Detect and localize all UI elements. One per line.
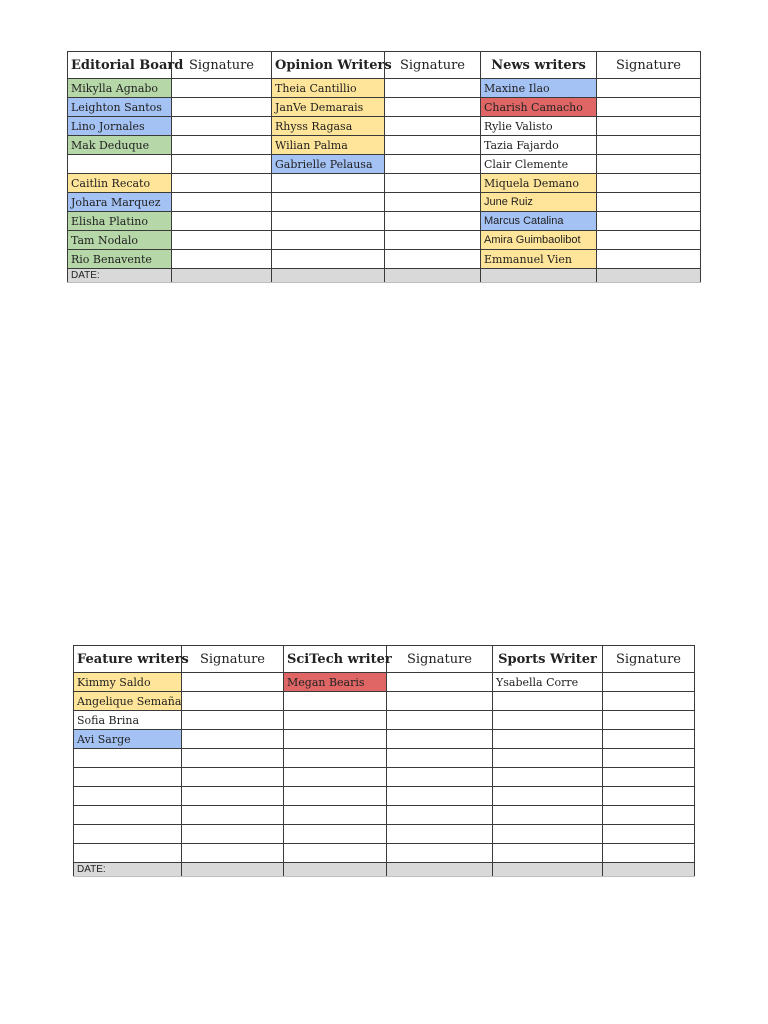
- date-cell[interactable]: [284, 863, 387, 877]
- member-name-cell: Miquela Demano: [481, 174, 597, 193]
- date-cell[interactable]: [182, 863, 284, 877]
- signature-cell[interactable]: [597, 231, 701, 250]
- member-name-cell: [493, 787, 603, 806]
- member-name-cell: [493, 692, 603, 711]
- member-name-cell: Rylie Valisto: [481, 117, 597, 136]
- signature-cell[interactable]: [172, 155, 272, 174]
- signature-cell[interactable]: [385, 136, 481, 155]
- header-row: [74, 646, 695, 673]
- signature-cell[interactable]: [172, 174, 272, 193]
- date-cell[interactable]: [493, 863, 603, 877]
- member-name-cell: [74, 825, 182, 844]
- member-name-cell: JanVe Demarais: [272, 98, 385, 117]
- member-name-cell: [493, 749, 603, 768]
- signature-column-header: Signature: [172, 52, 272, 79]
- date-cell[interactable]: [481, 269, 597, 283]
- signature-cell[interactable]: [597, 174, 701, 193]
- member-name-cell: Ysabella Corre: [493, 673, 603, 692]
- signature-cell[interactable]: [172, 79, 272, 98]
- table-row: [68, 212, 701, 231]
- table-row: [74, 711, 695, 730]
- date-row: [68, 269, 701, 283]
- member-name-cell: [272, 250, 385, 269]
- table-row: [68, 155, 701, 174]
- member-name-cell: [284, 844, 387, 863]
- attendance-table-bottom: [73, 645, 695, 877]
- signature-cell[interactable]: [385, 231, 481, 250]
- member-name-cell: [284, 806, 387, 825]
- table-row: [68, 136, 701, 155]
- table-row: [74, 730, 695, 749]
- member-name-cell: [74, 787, 182, 806]
- table-row: [74, 844, 695, 863]
- signature-cell[interactable]: [385, 212, 481, 231]
- signature-column-header: Signature: [387, 646, 493, 673]
- signature-cell[interactable]: [172, 98, 272, 117]
- signature-cell[interactable]: [182, 768, 284, 787]
- signature-cell[interactable]: [172, 193, 272, 212]
- member-name-cell: [284, 711, 387, 730]
- column-header-scitech-writer: SciTech writer: [284, 646, 387, 673]
- date-cell[interactable]: [172, 269, 272, 283]
- signature-cell[interactable]: [597, 136, 701, 155]
- signature-cell[interactable]: [387, 787, 493, 806]
- member-name-cell: Avi Sarge: [74, 730, 182, 749]
- member-name-cell: [74, 749, 182, 768]
- signature-cell[interactable]: [172, 136, 272, 155]
- signature-cell[interactable]: [387, 673, 493, 692]
- signature-cell[interactable]: [387, 844, 493, 863]
- date-cell[interactable]: [597, 269, 701, 283]
- header-row: [68, 52, 701, 79]
- table-row: [74, 787, 695, 806]
- date-row: [74, 863, 695, 877]
- member-name-cell: Maxine Ilao: [481, 79, 597, 98]
- table-row: [74, 692, 695, 711]
- member-name-cell: [493, 768, 603, 787]
- table-row: [68, 117, 701, 136]
- column-header-sports-writer: Sports Writer: [493, 646, 603, 673]
- member-name-cell: Sofia Brina: [74, 711, 182, 730]
- member-name-cell: [74, 844, 182, 863]
- signature-cell[interactable]: [182, 787, 284, 806]
- member-name-cell: Elisha Platino: [68, 212, 172, 231]
- member-name-cell: Megan Bearis: [284, 673, 387, 692]
- date-label: DATE:: [68, 269, 172, 283]
- signature-cell[interactable]: [597, 193, 701, 212]
- member-name-cell: [493, 730, 603, 749]
- member-name-cell: Lino Jornales: [68, 117, 172, 136]
- signature-cell[interactable]: [172, 212, 272, 231]
- member-name-cell: Tam Nodalo: [68, 231, 172, 250]
- table-row: [74, 768, 695, 787]
- signature-cell[interactable]: [603, 806, 695, 825]
- member-name-cell: Rhyss Ragasa: [272, 117, 385, 136]
- date-cell[interactable]: [603, 863, 695, 877]
- signature-cell[interactable]: [603, 787, 695, 806]
- table-row: [74, 673, 695, 692]
- member-name-cell: Mikylla Agnabo: [68, 79, 172, 98]
- member-name-cell: [68, 155, 172, 174]
- table-row: [68, 250, 701, 269]
- signature-cell[interactable]: [385, 174, 481, 193]
- signature-cell[interactable]: [182, 673, 284, 692]
- signature-cell[interactable]: [603, 730, 695, 749]
- signature-cell[interactable]: [387, 711, 493, 730]
- table-row: [68, 193, 701, 212]
- member-name-cell: Wilian Palma: [272, 136, 385, 155]
- member-name-cell: Theia Cantillio: [272, 79, 385, 98]
- member-name-cell: [272, 193, 385, 212]
- signature-cell[interactable]: [597, 79, 701, 98]
- member-name-cell: [272, 212, 385, 231]
- signature-cell[interactable]: [387, 730, 493, 749]
- table-row: [68, 231, 701, 250]
- member-name-cell: [493, 844, 603, 863]
- signature-cell[interactable]: [172, 250, 272, 269]
- member-name-cell: [74, 768, 182, 787]
- member-name-cell: Charish Camacho: [481, 98, 597, 117]
- table-row: [68, 98, 701, 117]
- signature-cell[interactable]: [603, 825, 695, 844]
- signature-cell[interactable]: [603, 711, 695, 730]
- signature-cell[interactable]: [385, 250, 481, 269]
- member-name-cell: Mak Deduque: [68, 136, 172, 155]
- signature-cell[interactable]: [603, 673, 695, 692]
- signature-column-header: Signature: [603, 646, 695, 673]
- signature-cell[interactable]: [385, 79, 481, 98]
- signature-column-header: Signature: [182, 646, 284, 673]
- member-name-cell: Leighton Santos: [68, 98, 172, 117]
- member-name-cell: [284, 692, 387, 711]
- signature-cell[interactable]: [603, 749, 695, 768]
- signature-cell[interactable]: [603, 768, 695, 787]
- date-cell[interactable]: [387, 863, 493, 877]
- signature-cell[interactable]: [387, 749, 493, 768]
- date-cell[interactable]: [272, 269, 385, 283]
- signature-column-header: Signature: [597, 52, 701, 79]
- signature-cell[interactable]: [385, 98, 481, 117]
- signature-cell[interactable]: [182, 844, 284, 863]
- signature-cell[interactable]: [387, 825, 493, 844]
- signature-cell[interactable]: [597, 212, 701, 231]
- column-header-feature-writers: Feature writers: [74, 646, 182, 673]
- signature-cell[interactable]: [182, 749, 284, 768]
- date-label: DATE:: [74, 863, 182, 877]
- signature-cell[interactable]: [172, 231, 272, 250]
- member-name-cell: June Ruiz: [481, 193, 597, 212]
- column-header-editorial-board: Editorial Board: [68, 52, 172, 79]
- member-name-cell: [284, 768, 387, 787]
- signature-cell[interactable]: [597, 98, 701, 117]
- member-name-cell: Johara Marquez: [68, 193, 172, 212]
- table-row: [74, 806, 695, 825]
- member-name-cell: [493, 825, 603, 844]
- member-name-cell: Rio Benavente: [68, 250, 172, 269]
- member-name-cell: [493, 711, 603, 730]
- column-header-opinion-writers: Opinion Writers: [272, 52, 385, 79]
- member-name-cell: Amira Guimbaolibot: [481, 231, 597, 250]
- member-name-cell: [272, 231, 385, 250]
- signature-cell[interactable]: [182, 730, 284, 749]
- signature-cell[interactable]: [597, 155, 701, 174]
- member-name-cell: [284, 787, 387, 806]
- signature-cell[interactable]: [387, 768, 493, 787]
- date-cell[interactable]: [385, 269, 481, 283]
- member-name-cell: [272, 174, 385, 193]
- signature-cell[interactable]: [597, 117, 701, 136]
- signature-cell[interactable]: [182, 806, 284, 825]
- signature-cell[interactable]: [172, 117, 272, 136]
- member-name-cell: Gabrielle Pelausa: [272, 155, 385, 174]
- signature-cell[interactable]: [385, 117, 481, 136]
- member-name-cell: [284, 825, 387, 844]
- signature-cell[interactable]: [385, 155, 481, 174]
- member-name-cell: [284, 749, 387, 768]
- signature-cell[interactable]: [385, 193, 481, 212]
- member-name-cell: Kimmy Saldo: [74, 673, 182, 692]
- signature-cell[interactable]: [182, 711, 284, 730]
- member-name-cell: Emmanuel Vien: [481, 250, 597, 269]
- table-row: [68, 174, 701, 193]
- member-name-cell: Marcus Catalina: [481, 212, 597, 231]
- column-header-news-writers: News writers: [481, 52, 597, 79]
- member-name-cell: Caitlin Recato: [68, 174, 172, 193]
- signature-cell[interactable]: [387, 806, 493, 825]
- signature-cell[interactable]: [182, 692, 284, 711]
- table-row: [74, 825, 695, 844]
- table-row: [74, 749, 695, 768]
- signature-column-header: Signature: [385, 52, 481, 79]
- signature-cell[interactable]: [603, 844, 695, 863]
- signature-cell[interactable]: [182, 825, 284, 844]
- member-name-cell: [493, 806, 603, 825]
- signature-cell[interactable]: [603, 692, 695, 711]
- signature-cell[interactable]: [597, 250, 701, 269]
- member-name-cell: Angelique Semaña: [74, 692, 182, 711]
- member-name-cell: Tazia Fajardo: [481, 136, 597, 155]
- table-row: [68, 79, 701, 98]
- signature-cell[interactable]: [387, 692, 493, 711]
- member-name-cell: Clair Clemente: [481, 155, 597, 174]
- attendance-table-top: [67, 51, 701, 283]
- member-name-cell: [74, 806, 182, 825]
- member-name-cell: [284, 730, 387, 749]
